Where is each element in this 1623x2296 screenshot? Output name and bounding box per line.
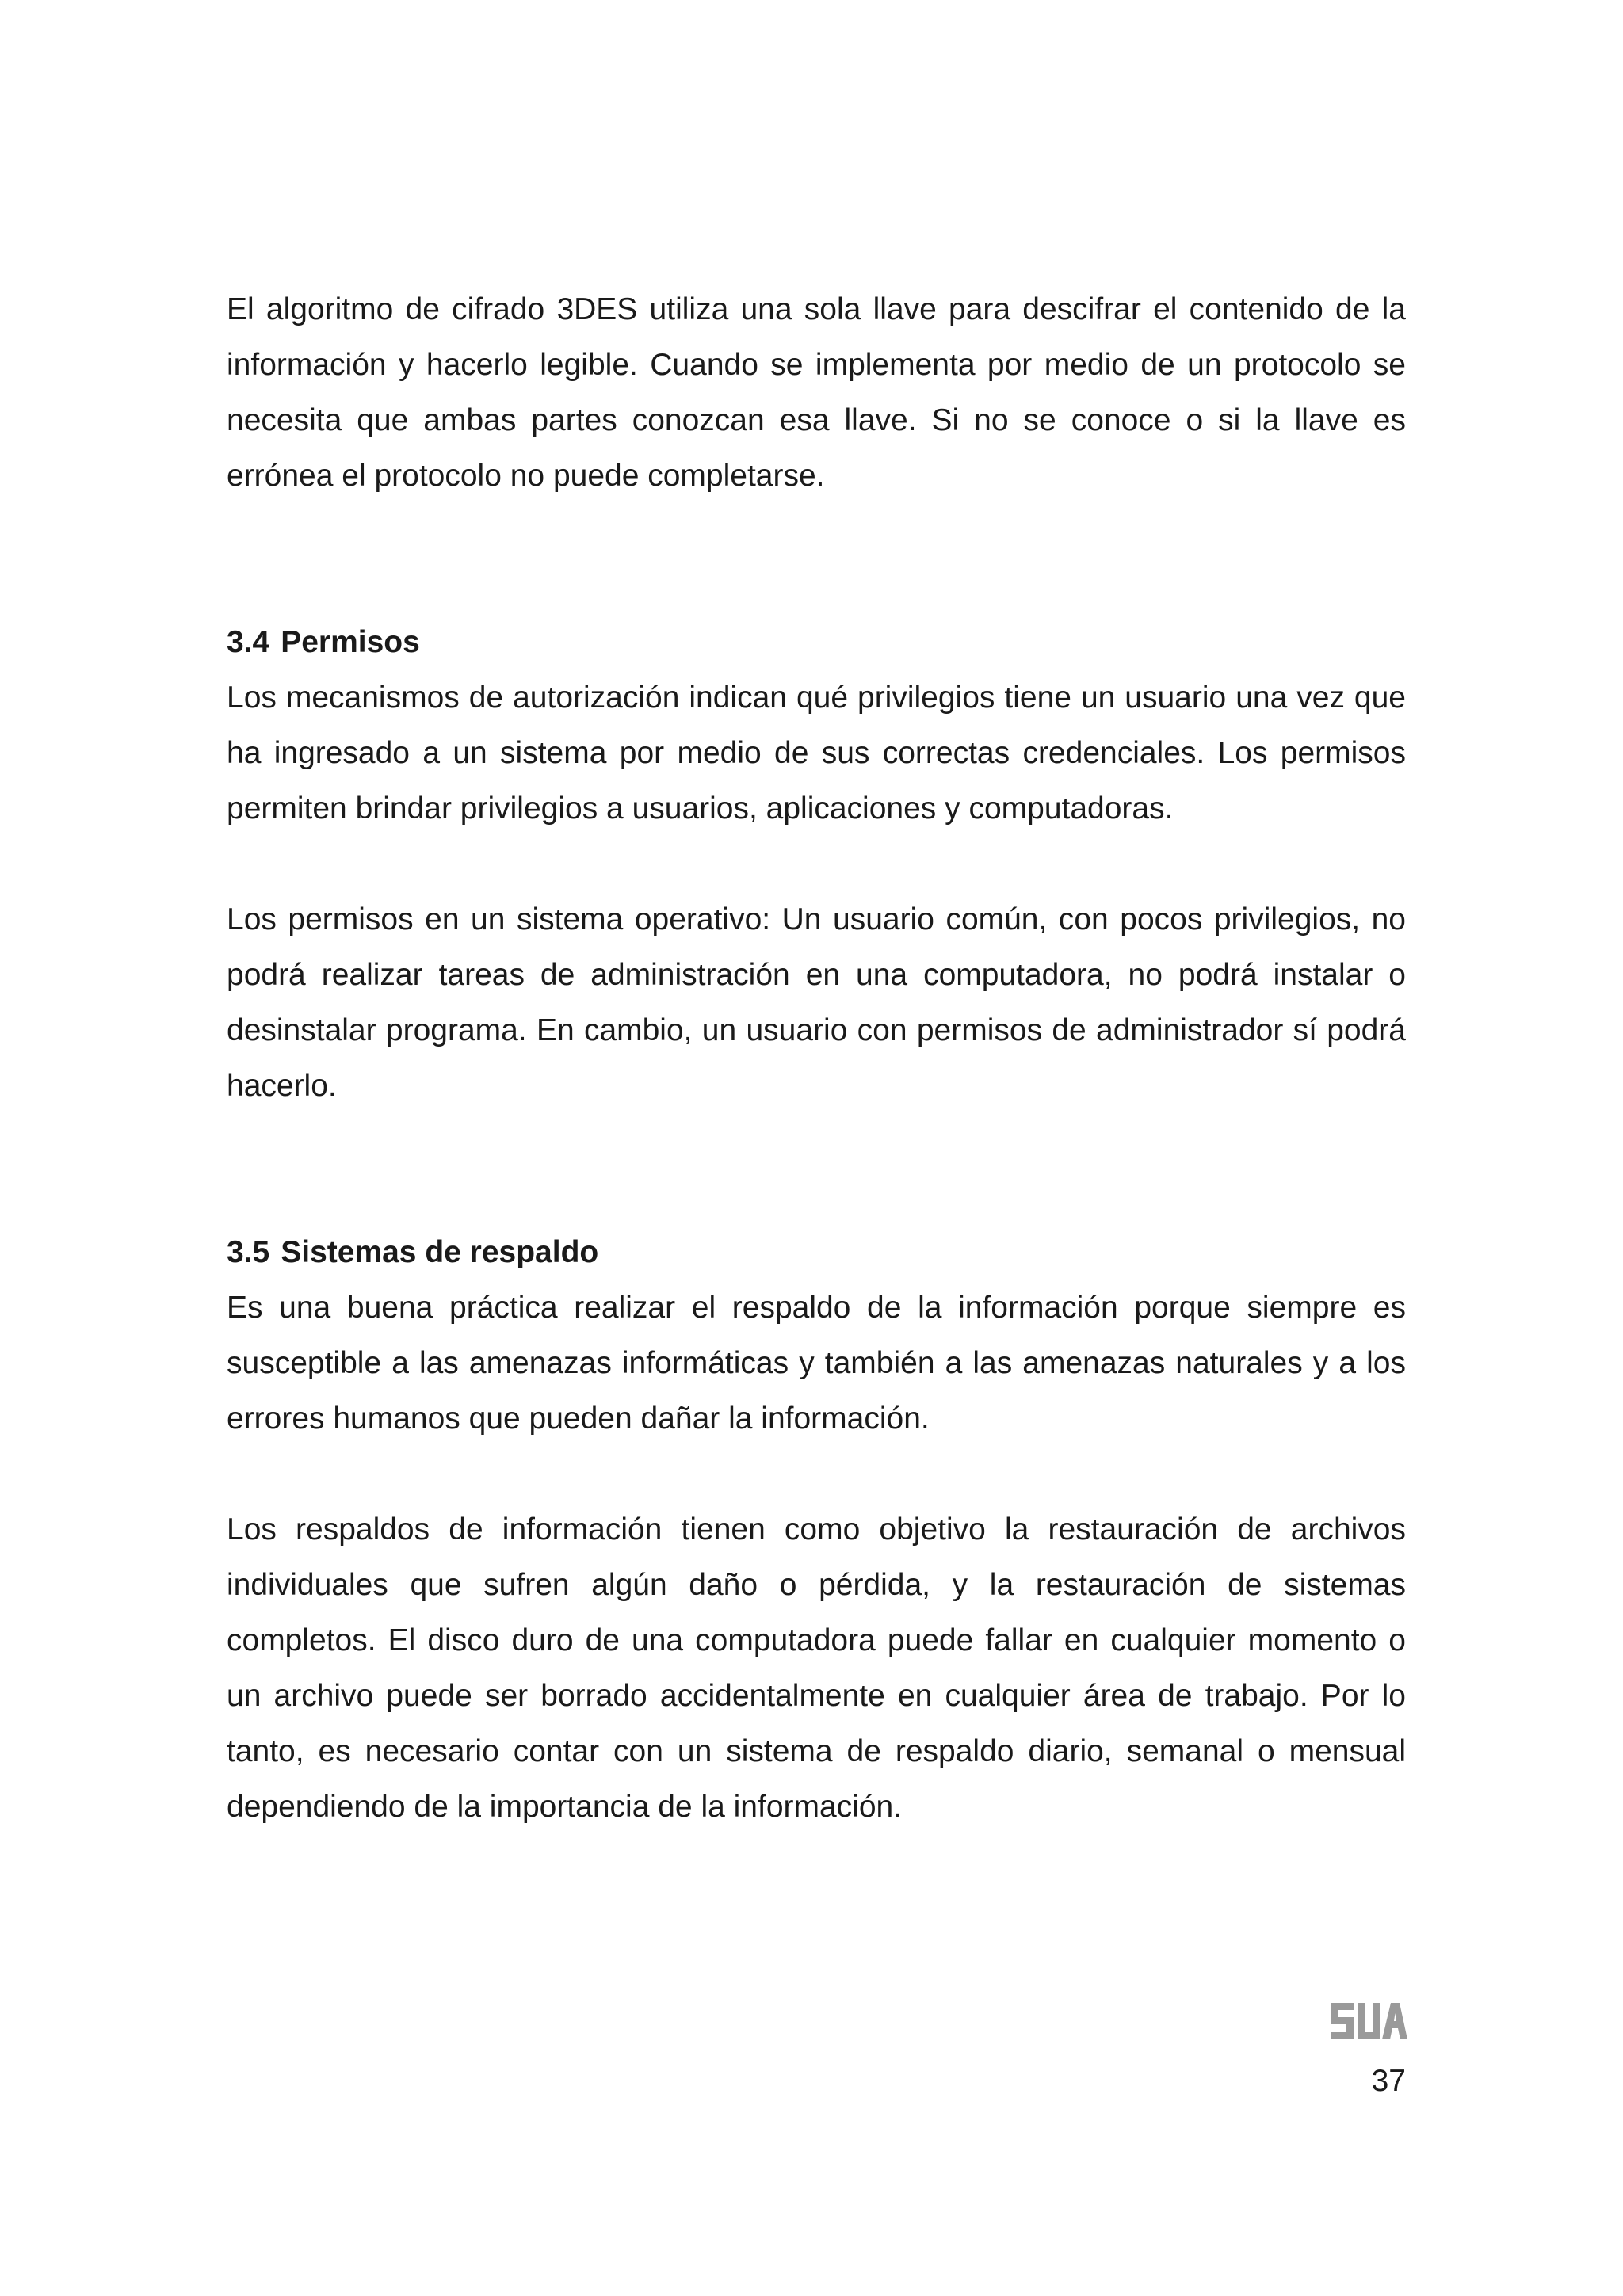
section-spacer bbox=[227, 1114, 1406, 1225]
paragraph-spacer bbox=[227, 1447, 1406, 1502]
section-heading bbox=[227, 615, 1406, 670]
body-paragraph: Los respaldos de información tienen como objetivo la restauración de archivos individuales que sufren algún daño o pérdida, y la restauración de sistemas completos. El disco duro de una computadora puede fallar en cualquier momento o un archivo puede ser borrado accidentalmente en cualquier área de trabajo. Por lo tanto, es necesario contar con un sistema de respaldo diario, semanal o mensual dependiendo de la importancia de la información. bbox=[227, 1512, 1406, 1824]
section-title: Permisos bbox=[281, 625, 420, 659]
page-number: 37 bbox=[1371, 2064, 1406, 2098]
section-permisos bbox=[227, 615, 1406, 1114]
sua-logo bbox=[1331, 2003, 1407, 2039]
section-heading bbox=[227, 1225, 1406, 1280]
body-paragraph: Es una buena práctica realizar el respaldo de la información porque siempre es susceptible a las amenazas informáticas y también a las amenazas naturales y a los errores humanos que pueden dañar la información. bbox=[227, 1291, 1406, 1436]
body-paragraph: Los permisos en un sistema operativo: Un usuario común, con pocos privilegios, no podrá realizar tareas de administración en una computadora, no podrá instalar o desinstalar programa. En cambio, un usuario con permisos de administrador sí podrá hacerlo. bbox=[227, 902, 1406, 1103]
body-paragraph: Los mecanismos de autorización indican qué privilegios tiene un usuario una vez que ha ingresado a un sistema por medio de sus correctas credenciales. Los permisos permiten brindar privilegios a usuarios, aplicaciones y computadoras. bbox=[227, 681, 1406, 826]
section-number: 3.4 bbox=[227, 625, 270, 659]
section-sistemas-de-respaldo bbox=[227, 1225, 1406, 1835]
intro-paragraph: El algoritmo de cifrado 3DES utiliza una sola llave para descifrar el contenido de la información y hacerlo legible. Cuando se implementa por medio de un protocolo se necesita que ambas partes conozcan esa llave. Si no se conoce o si la llave es errónea el protocolo no puede completarse. bbox=[227, 292, 1406, 493]
section-number: 3.5 bbox=[227, 1235, 270, 1269]
section-title: Sistemas de respaldo bbox=[281, 1235, 599, 1269]
section-spacer bbox=[227, 504, 1406, 615]
paragraph-spacer bbox=[227, 837, 1406, 892]
page-content bbox=[227, 282, 1406, 1835]
